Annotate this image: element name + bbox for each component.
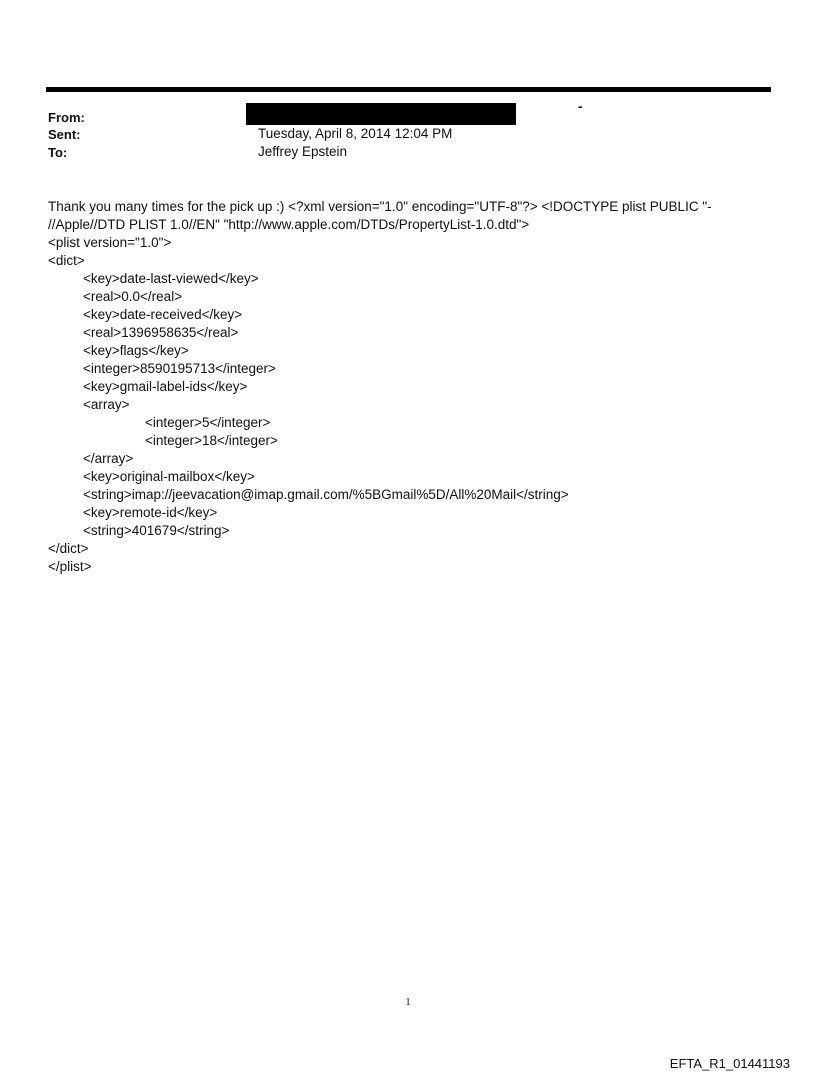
body-line: <array>: [83, 397, 130, 412]
page-number: 1: [405, 996, 411, 1008]
body-line: //Apple//DTD PLIST 1.0//EN" "http://www.apple.com/DTDs/PropertyList-1.0.dtd">: [48, 217, 530, 232]
body-line: </array>: [83, 451, 134, 466]
body-line: Thank you many times for the pick up :) <?xml version="1.0" encoding="UTF-8"?> <!DOCTYPE plist PUBLIC "-: [48, 199, 712, 214]
message-body: [48, 198, 748, 576]
dash-mark: -: [578, 98, 583, 114]
body-line: <string>imap://jeevacation@imap.gmail.com/%5BGmail%5D/All%20Mail</string>: [83, 487, 569, 502]
body-line: <key>date-received</key>: [83, 307, 243, 322]
body-line: <real>1396958635</real>: [83, 325, 239, 340]
body-line: <key>remote-id</key>: [83, 505, 218, 520]
header-rule: [46, 87, 771, 92]
body-line: <key>flags</key>: [83, 343, 189, 358]
body-line: <real>0.0</real>: [83, 289, 183, 304]
sent-label: Sent:: [48, 127, 81, 142]
body-line: <integer>5</integer>: [145, 415, 271, 430]
body-line: <string>401679</string>: [83, 523, 230, 538]
to-label: To:: [48, 145, 68, 160]
body-line: <integer>8590195713</integer>: [83, 361, 276, 376]
body-line: <key>date-last-viewed</key>: [83, 271, 259, 286]
body-line: <dict>: [48, 253, 85, 268]
sent-value: Tuesday, April 8, 2014 12:04 PM: [258, 126, 453, 141]
body-line: <key>gmail-label-ids</key>: [83, 379, 248, 394]
bates-number: EFTA_R1_01441193: [669, 1056, 790, 1071]
body-line: <key>original-mailbox</key>: [83, 469, 255, 484]
body-line: <integer>18</integer>: [145, 433, 278, 448]
body-line: </plist>: [48, 559, 92, 574]
to-value: Jeffrey Epstein: [258, 144, 348, 159]
redacted-sender: [246, 103, 516, 125]
body-line: <plist version="1.0">: [48, 235, 172, 250]
from-label: From:: [48, 110, 85, 125]
body-line: </dict>: [48, 541, 89, 556]
